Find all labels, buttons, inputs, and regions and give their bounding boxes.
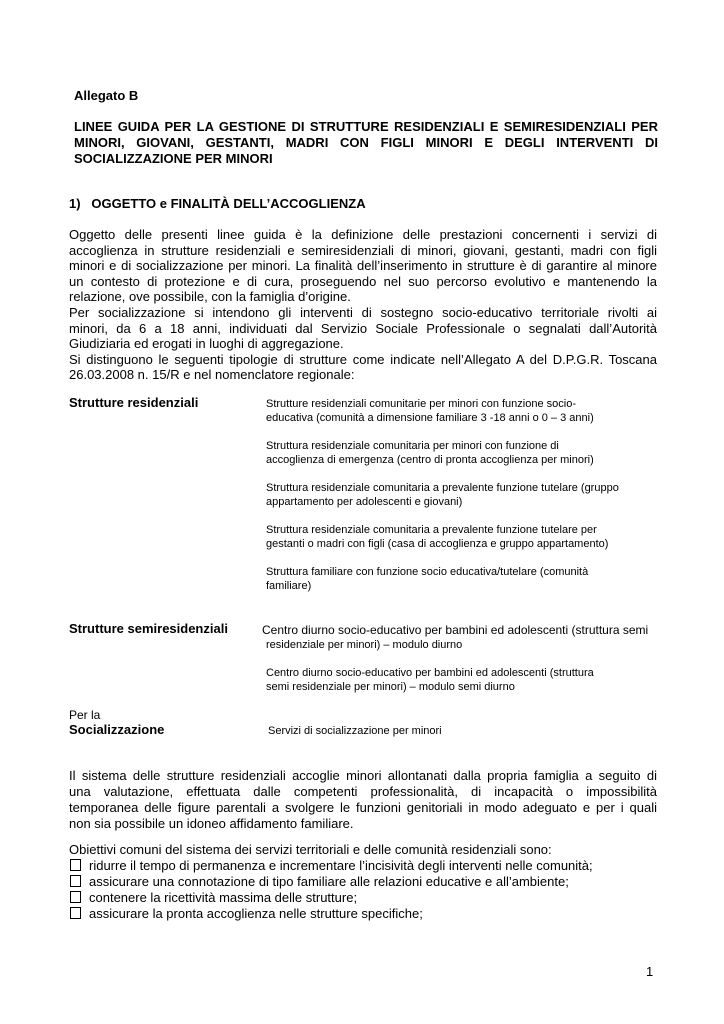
- socialization-prefix: Per la: [69, 708, 101, 722]
- title-line: SOCIALIZZAZIONE PER MINORI: [74, 151, 273, 166]
- semiresidential-list: [262, 623, 672, 694]
- socialization-item: Servizi di socializzazione per minori: [268, 725, 442, 737]
- paragraph-line: relazione, ove possibile, con la famiglia d’origine.: [69, 289, 351, 305]
- objective-item: assicurare la pronta accoglienza nelle strutture specifiche;: [69, 906, 593, 922]
- residential-item: Struttura familiare con funzione socio educativa/tutelare (comunità familiare): [266, 566, 589, 592]
- paragraph-line: una valutazione, effettuata dalle competenti professionalità, di incapacità o impossibilità: [69, 784, 657, 799]
- paragraph-line: 26.03.2008 n. 15/R e nel nomenclatore regionale:: [69, 367, 355, 383]
- semiresidential-item: Centro diurno socio-educativo per bambini ed adolescenti (struttura semi residenziale per minori) – modulo semi diurno: [266, 667, 594, 693]
- title-line: MINORI, GIOVANI, GESTANTI, MADRI CON FIGLI MINORI E DEGLI INTERVENTI DI: [74, 135, 658, 150]
- residential-system-paragraph: [69, 768, 657, 832]
- document-title: [74, 119, 658, 167]
- title-line: LINEE GUIDA PER LA GESTIONE DI STRUTTURE RESIDENZIALI E SEMIRESIDENZIALI PER: [74, 119, 658, 134]
- paragraph-line: minori e di socializzazione per minori. La finalità dell’inserimento in strutture è di garantire al minore: [69, 258, 657, 274]
- checkbox-square-icon: [70, 875, 81, 887]
- section-heading: 1) OGGETTO e FINALITÀ DELL’ACCOGLIENZA: [69, 196, 366, 211]
- checkbox-square-icon: [70, 907, 81, 919]
- objective-item: ridurre il tempo di permanenza e incrementare l’incisività degli interventi nelle comunità;: [69, 858, 593, 874]
- objectives-intro: Obiettivi comuni del sistema dei servizi territoriali e delle comunità residenziali sono:: [69, 842, 552, 857]
- residential-item: Strutture residenziali comunitarie per minori con funzione socio- educativa (comunità a dimensione familiare 3 -18 anni o 0 – 3 anni): [266, 398, 594, 424]
- paragraph-line: Per socializzazione si intendono gli interventi di sostegno socio-educativo territoriale rivolti ai: [69, 304, 657, 320]
- residential-item: Struttura residenziale comunitaria a prevalente funzione tutelare per gestanti o madri con figli (casa di accoglienza e gruppo appartamento): [266, 524, 609, 550]
- semiresidential-label: Strutture semiresidenziali: [69, 621, 228, 636]
- objectives-list: [69, 858, 593, 922]
- objective-item: assicurare una connotazione di tipo familiare alle relazioni educative e all’ambiente;: [69, 874, 593, 890]
- checkbox-square-icon: [70, 859, 81, 871]
- paragraph-line: Si distinguono le seguenti tipologie di strutture come indicate nell’Allegato A del D.P.G.R. Toscana: [69, 351, 657, 367]
- objective-item: contenere la ricettività massima delle strutture;: [69, 890, 593, 906]
- paragraph-line: non sia possibile un idoneo affidamento familiare.: [69, 816, 354, 831]
- paragraph-line: un contesto di protezione e di cura, proseguendo nel suo percorso evolutivo e mantenendo la: [69, 273, 657, 289]
- annex-label: Allegato B: [74, 88, 139, 103]
- intro-paragraph: [69, 227, 657, 383]
- checkbox-square-icon: [70, 891, 81, 903]
- paragraph-line: temporanea delle figure parentali a svolgere le funzioni genitoriali in modo adeguato e per i quali: [69, 800, 657, 815]
- residential-label: Strutture residenziali: [69, 395, 199, 410]
- paragraph-line: accoglienza in strutture residenziali e semiresidenziali di minori, giovani, gestanti, madri con figli: [69, 242, 657, 258]
- paragraph-line: Il sistema delle strutture residenziali accoglie minori allontanati dalla propria famiglia a seguito di: [69, 768, 657, 783]
- semiresidential-item: Centro diurno socio-educativo per bambini ed adolescenti (struttura semi residenziale per minori) – modulo diurno: [262, 623, 649, 651]
- residential-item: Struttura residenziale comunitaria per minori con funzione di accoglienza di emergenza (centro di pronta accoglienza per minori): [266, 440, 594, 466]
- residential-item: Struttura residenziale comunitaria a prevalente funzione tutelare (gruppo appartamento per adolescenti e giovani): [266, 482, 619, 508]
- paragraph-line: minori, da 6 a 18 anni, individuati dal Servizio Sociale Professionale o segnalati dall’Autorità: [69, 320, 657, 336]
- paragraph-line: Giudiziaria ed erogati in luoghi di aggregazione.: [69, 336, 344, 352]
- page-number: 1: [646, 964, 654, 979]
- socialization-label: Socializzazione: [69, 722, 165, 737]
- paragraph-line: Oggetto delle presenti linee guida è la definizione delle prestazioni concernenti i servizi di: [69, 227, 657, 242]
- residential-list: [266, 397, 666, 593]
